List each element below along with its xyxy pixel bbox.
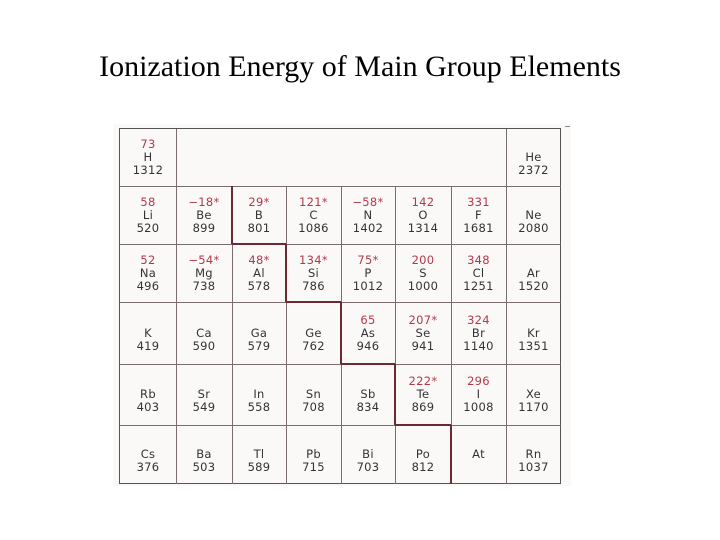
ionization-energy-value: 801 <box>247 220 271 235</box>
element-symbol: Br <box>471 325 486 340</box>
ionization-energy-value: 1681 <box>463 220 494 235</box>
element-symbol: He <box>525 150 542 164</box>
periodic-table <box>119 128 561 484</box>
ionization-energy-value: 1351 <box>518 338 549 353</box>
element-symbol: K <box>144 325 152 340</box>
element-symbol: F <box>475 207 482 222</box>
element-symbol: Kr <box>527 325 540 340</box>
element-cell-xe <box>506 364 561 425</box>
element-cell-ca <box>176 302 232 364</box>
ionization-energy-value: 1402 <box>352 220 384 235</box>
element-symbol: Mg <box>195 265 213 280</box>
ionization-energy-value: 1000 <box>407 278 439 293</box>
ionization-energy-value: 549 <box>192 400 216 414</box>
ionization-energy-value: 1037 <box>518 460 549 474</box>
ionization-energy-value: 834 <box>356 400 380 414</box>
element-symbol: Po <box>415 447 431 461</box>
electron-affinity-value <box>257 314 261 327</box>
electron-affinity-value: 52 <box>140 252 156 267</box>
ionization-energy-value: 1520 <box>518 278 549 293</box>
element-symbol: Ga <box>250 325 268 340</box>
element-symbol: As <box>360 325 376 340</box>
element-cell-bi <box>341 425 395 484</box>
slide-title: Ionization Energy of Main Group Elements <box>99 50 621 83</box>
ionization-energy-value: 762 <box>302 338 325 353</box>
element-symbol: I <box>476 387 481 401</box>
element-cell-tl <box>232 425 286 484</box>
element-symbol: Cl <box>472 265 485 280</box>
element-symbol: P <box>364 265 372 280</box>
element-cell-sr <box>176 364 232 425</box>
element-cell-as <box>341 302 395 364</box>
element-cell-po <box>395 425 451 484</box>
element-cell-i <box>451 364 506 425</box>
ionization-energy-value: 376 <box>136 460 160 474</box>
ionization-energy-value: 1012 <box>352 278 384 293</box>
element-cell-ge <box>286 302 341 364</box>
electron-affinity-value: −18* <box>188 194 220 209</box>
element-symbol: C <box>309 207 318 222</box>
element-symbol: At <box>472 447 485 461</box>
electron-affinity-value: 65 <box>360 312 376 327</box>
element-cell-pb <box>286 425 341 484</box>
electron-affinity-value <box>532 196 536 209</box>
electron-affinity-value: 58 <box>140 194 156 209</box>
ionization-energy-value: 715 <box>302 460 325 474</box>
element-cell-c <box>286 186 341 244</box>
electron-affinity-value <box>532 314 536 327</box>
element-cell-f <box>451 186 506 244</box>
element-symbol: Na <box>139 265 157 280</box>
electron-affinity-value: 348 <box>467 252 490 267</box>
electron-affinity-value <box>532 254 536 267</box>
element-cell-ga <box>232 302 286 364</box>
electron-affinity-value <box>312 314 316 327</box>
electron-affinity-value: 73 <box>140 137 156 151</box>
element-cell-si <box>286 244 341 302</box>
scan-mark <box>565 126 570 127</box>
element-symbol: Rb <box>140 387 156 401</box>
ionization-energy-value: 578 <box>247 278 271 293</box>
element-cell-he <box>506 129 561 186</box>
electron-affinity-value: 324 <box>467 312 490 327</box>
element-cell-se <box>395 302 451 364</box>
element-cell-sb <box>341 364 395 425</box>
ionization-energy-value: 403 <box>136 400 160 414</box>
electron-affinity-value: 48* <box>248 252 270 267</box>
element-cell-sn <box>286 364 341 425</box>
ionization-energy-value: 1170 <box>518 400 549 414</box>
element-symbol: Se <box>415 325 431 340</box>
element-symbol: Bi <box>362 447 374 461</box>
element-symbol: Ge <box>305 325 322 340</box>
ionization-energy-value: 1314 <box>407 220 439 235</box>
ionization-energy-value: 946 <box>356 338 380 353</box>
ionization-energy-value: 1140 <box>463 338 494 353</box>
element-cell-ne <box>506 186 561 244</box>
element-symbol: Pb <box>306 447 321 461</box>
element-cell-at <box>451 425 506 484</box>
ionization-energy-value: 589 <box>247 460 271 474</box>
ionization-energy-value: 496 <box>136 278 160 293</box>
element-cell-n <box>341 186 395 244</box>
element-symbol: B <box>254 207 264 222</box>
element-cell-k <box>120 302 176 364</box>
element-symbol: H <box>143 150 153 164</box>
element-symbol: Ne <box>525 207 542 222</box>
ionization-energy-value: 812 <box>411 460 435 474</box>
electron-affinity-value: 121* <box>299 194 328 209</box>
ionization-energy-value: 703 <box>356 460 380 474</box>
ionization-energy-value: 520 <box>136 220 160 235</box>
element-cell-o <box>395 186 451 244</box>
electron-affinity-value: 200 <box>411 252 435 267</box>
element-cell-li <box>120 186 176 244</box>
element-symbol: Te <box>416 387 430 401</box>
element-cell-na <box>120 244 176 302</box>
element-symbol: Rn <box>525 447 542 461</box>
electron-affinity-value: 142 <box>411 194 435 209</box>
ionization-energy-value: 558 <box>247 400 271 414</box>
element-cell-cs <box>120 425 176 484</box>
element-symbol: Sr <box>197 387 211 401</box>
element-cell-cl <box>451 244 506 302</box>
element-symbol: Ca <box>196 325 212 340</box>
ionization-energy-value <box>477 461 481 474</box>
element-symbol: Ba <box>196 447 212 461</box>
element-cell-ar <box>506 244 561 302</box>
ionization-energy-value: 590 <box>192 338 216 353</box>
element-symbol: Sn <box>305 387 322 401</box>
element-symbol: Si <box>307 265 320 280</box>
ionization-energy-value: 2080 <box>518 220 549 235</box>
electron-affinity-value: 222* <box>408 374 438 388</box>
electron-affinity-value: 29* <box>248 194 270 209</box>
element-cell-mg <box>176 244 232 302</box>
element-cell-kr <box>506 302 561 364</box>
ionization-energy-value: 1251 <box>463 278 494 293</box>
element-symbol: Al <box>253 265 265 280</box>
element-cell-p <box>341 244 395 302</box>
electron-affinity-value: −54* <box>188 252 220 267</box>
ionization-energy-value: 738 <box>192 278 216 293</box>
ionization-energy-value: 579 <box>247 338 271 353</box>
element-cell-h <box>120 129 176 186</box>
ionization-energy-value: 899 <box>192 220 216 235</box>
element-cell-rn <box>506 425 561 484</box>
ionization-energy-value: 419 <box>136 338 160 353</box>
element-cell-al <box>232 244 286 302</box>
element-cell-s <box>395 244 451 302</box>
element-symbol: S <box>419 265 427 280</box>
element-symbol: N <box>363 207 373 222</box>
ionization-energy-value: 2372 <box>518 163 549 177</box>
electron-affinity-value <box>202 314 206 327</box>
ionization-energy-value: 1086 <box>298 220 329 235</box>
electron-affinity-value: −58* <box>352 194 384 209</box>
element-cell-b <box>232 186 286 244</box>
element-cell-te <box>395 364 451 425</box>
element-cell-ba <box>176 425 232 484</box>
ionization-energy-value: 503 <box>192 460 216 474</box>
ionization-energy-value: 1312 <box>132 163 164 177</box>
element-cell-br <box>451 302 506 364</box>
element-cell-rb <box>120 364 176 425</box>
ionization-energy-value: 786 <box>302 278 325 293</box>
element-symbol: Tl <box>253 447 265 461</box>
electron-affinity-value <box>146 314 150 327</box>
element-cell-in <box>232 364 286 425</box>
element-symbol: Xe <box>525 387 542 401</box>
element-cell-be <box>176 186 232 244</box>
ionization-energy-value: 941 <box>411 338 435 353</box>
ionization-energy-value: 1008 <box>463 400 494 414</box>
ionization-energy-value: 869 <box>411 400 435 414</box>
electron-affinity-value: 134* <box>299 252 328 267</box>
electron-affinity-value: 75* <box>357 252 379 267</box>
element-symbol: Cs <box>140 447 156 461</box>
element-symbol: Ar <box>526 265 541 280</box>
element-symbol: In <box>253 387 265 401</box>
electron-affinity-value: 331 <box>467 194 490 209</box>
element-symbol: Sb <box>360 387 376 401</box>
ionization-energy-value: 708 <box>302 400 325 414</box>
element-symbol: Be <box>196 207 212 222</box>
element-symbol: O <box>418 207 428 222</box>
element-symbol: Li <box>142 207 154 222</box>
electron-affinity-value: 207* <box>408 312 438 327</box>
electron-affinity-value: 296 <box>467 374 490 388</box>
